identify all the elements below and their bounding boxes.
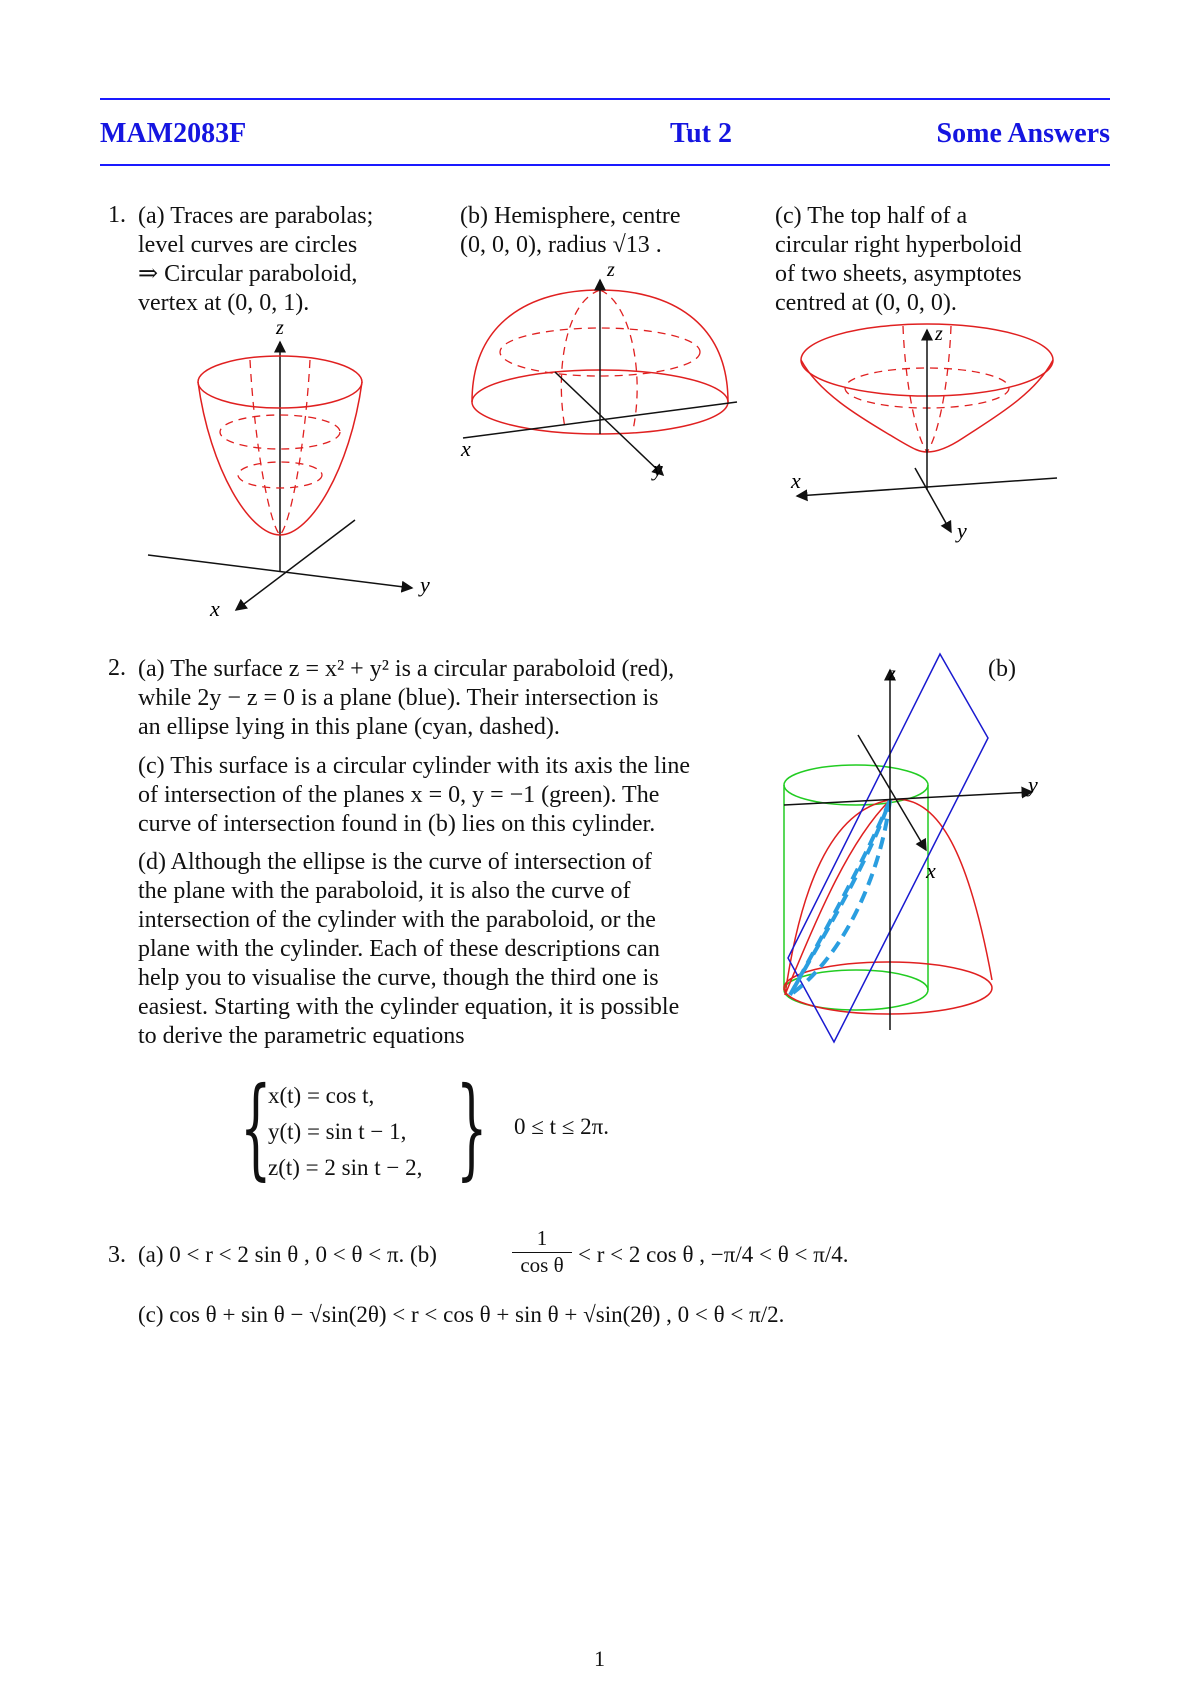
parameter-range: 0 ≤ t ≤ 2π. (514, 1114, 609, 1139)
equation-y: y(t) = sin t − 1, (268, 1119, 407, 1144)
intersection-ellipse (790, 800, 890, 995)
q1-c-line: (c) The top half of a (775, 203, 968, 229)
q2-d-line: easiest. Starting with the cylinder equation, it is possible (138, 994, 680, 1020)
q3-number: 3. (108, 1242, 126, 1268)
brace-left: { (240, 1063, 272, 1191)
q1-a-line: level curves are circles (138, 232, 358, 258)
q3-line-a: (a) 0 < r < 2 sin θ , 0 < θ < π. (b) (138, 1242, 437, 1267)
x-axis-label: x (461, 436, 471, 461)
q1-c-line: of two sheets, asymptotes (775, 261, 1022, 287)
q2-number: 2. (108, 655, 126, 681)
intersection-figure (770, 650, 1070, 1050)
q2-c-line: curve of intersection found in (b) lies on this cylinder. (138, 811, 656, 837)
q3-line-b: < r < 2 cos θ , −π/4 < θ < π/4. (578, 1242, 849, 1267)
q1-number: 1. (108, 202, 126, 228)
x-axis (236, 520, 355, 610)
x-axis (858, 735, 926, 850)
z-axis-label: z (888, 663, 896, 685)
hemisphere-figure (455, 262, 745, 492)
brace-right: } (456, 1063, 488, 1191)
y-axis-label: y (653, 456, 663, 481)
page-number: 1 (594, 1646, 605, 1671)
q2-c-line: (c) This surface is a circular cylinder with its axis the line (138, 753, 691, 779)
q2-a-line: while 2y − z = 0 is a plane (blue). Their intersection is (138, 685, 659, 711)
x-axis-label: x (210, 596, 220, 620)
plane (788, 654, 988, 1042)
q1-b-text (460, 202, 681, 260)
q3-line-c: (c) cos θ + sin θ − √sin(2θ) < r < cos θ + sin θ + √sin(2θ) , 0 < θ < π/2. (138, 1302, 785, 1327)
header-bottom-rule (100, 164, 1110, 166)
q1-c-text (775, 202, 1022, 318)
fraction-numerator: 1 (512, 1226, 572, 1253)
header-top-rule (100, 98, 1110, 100)
x-axis-label: x (791, 468, 801, 493)
hyperboloid-figure (785, 320, 1075, 545)
q1-a-text (138, 202, 373, 318)
z-axis-label: z (935, 323, 943, 345)
y-axis (784, 792, 1032, 805)
y-axis-label: y (1028, 772, 1038, 797)
q1-a-line: vertex at (0, 0, 1). (138, 290, 310, 316)
q2-b-label: (b) (988, 656, 1016, 682)
q2-d-line: the plane with the paraboloid, it is also the curve of (138, 878, 631, 904)
q2-a-text (138, 655, 674, 742)
q2-d-line: to derive the parametric equations (138, 1023, 465, 1049)
q2-d-text (138, 848, 679, 1051)
q1-a-line: ⇒ Circular paraboloid, (138, 261, 358, 287)
q1-b-line: (b) Hemisphere, centre (460, 203, 681, 229)
q2-c-text (138, 752, 690, 839)
paraboloid-outline (785, 799, 992, 995)
q1-c-line: centred at (0, 0, 0). (775, 290, 957, 316)
q2-a-line: an ellipse lying in this plane (cyan, dashed). (138, 714, 560, 740)
q1-b-line: (0, 0, 0), radius √13 . (460, 232, 662, 258)
q2-d-line: (d) Although the ellipse is the curve of intersection of (138, 849, 652, 875)
q1-c-line: circular right hyperboloid (775, 232, 1022, 258)
q2-a-line: (a) The surface z = x² + y² is a circular paraboloid (red), (138, 656, 675, 682)
x-axis-label: x (926, 858, 936, 883)
q2-c-line: of intersection of the planes x = 0, y = −1 (green). The (138, 782, 660, 808)
paraboloid-trace (280, 360, 310, 535)
y-axis-label: y (420, 572, 430, 597)
course-code: MAM2083F (100, 118, 247, 149)
equation-x: x(t) = cos t, (268, 1083, 375, 1108)
hyperboloid-trace (903, 326, 927, 452)
hemisphere-meridian (600, 290, 637, 430)
hemisphere-meridian (561, 290, 600, 428)
parametric-equations (268, 1078, 422, 1186)
q2-d-line: help you to visualise the curve, though the third one is (138, 965, 659, 991)
q2-d-line: plane with the cylinder. Each of these descriptions can (138, 936, 660, 962)
z-axis-label: z (607, 262, 615, 281)
fraction-denominator: cos θ (520, 1253, 564, 1277)
y-axis-label: y (957, 518, 967, 543)
equation-z: z(t) = 2 sin t − 2, (268, 1155, 423, 1180)
q3-fraction (512, 1226, 572, 1278)
q2-d-line: intersection of the cylinder with the paraboloid, or the (138, 907, 656, 933)
z-axis-label: z (276, 320, 284, 339)
q1-a-line: (a) Traces are parabolas; (138, 203, 374, 229)
page-heading: Some Answers (936, 118, 1110, 149)
tutorial-label: Tut 2 (670, 118, 733, 149)
paraboloid-figure (140, 320, 440, 620)
y-axis (915, 468, 951, 532)
